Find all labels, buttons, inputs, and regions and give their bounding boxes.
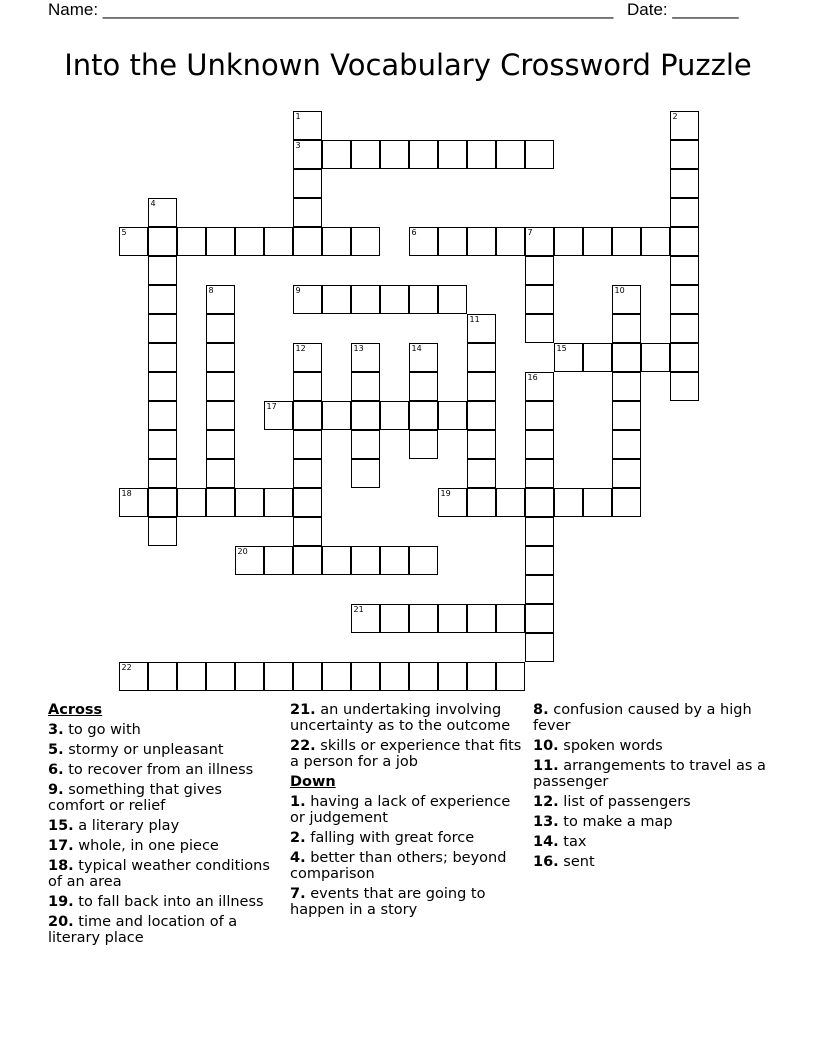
crossword-cell[interactable] [206, 372, 235, 401]
crossword-cell[interactable] [177, 227, 206, 256]
crossword-cell[interactable] [612, 430, 641, 459]
crossword-cell[interactable] [438, 227, 467, 256]
crossword-cell[interactable] [293, 401, 322, 430]
crossword-cell[interactable] [380, 140, 409, 169]
clues-column-1 [48, 702, 280, 950]
clue-across-22: 22. skills or experience that fits a person for a job [290, 738, 522, 770]
crossword-cell[interactable] [409, 372, 438, 401]
crossword-cell[interactable] [409, 285, 438, 314]
clue-across-20: 20. time and location of a literary place [48, 914, 238, 946]
crossword-cell[interactable] [409, 662, 438, 691]
crossword-cell[interactable] [148, 662, 177, 691]
clue-number: 1 [295, 111, 301, 121]
clue-number: 3 [295, 140, 301, 150]
crossword-cell[interactable] [293, 111, 322, 140]
crossword-cell[interactable] [235, 662, 264, 691]
clue-down-12: 12. list of passengers [533, 794, 691, 810]
clue-down-7: 7. events that are going to happen in a story [290, 886, 486, 918]
clue-across-6: 6. to recover from an illness [48, 762, 254, 778]
crossword-cell[interactable] [206, 459, 235, 488]
crossword-cell[interactable] [293, 372, 322, 401]
clue-number: 10 [614, 285, 625, 295]
crossword-cell[interactable] [293, 198, 322, 227]
crossword-cell[interactable] [206, 401, 235, 430]
crossword-cell[interactable] [293, 430, 322, 459]
clue-across-18: 18. typical weather conditions of an area [48, 858, 270, 890]
clue-number: 20 [237, 546, 248, 556]
clue-number: 12 [295, 343, 306, 353]
crossword-cell[interactable] [641, 227, 670, 256]
crossword-cell[interactable] [293, 459, 322, 488]
clue-number: 16 [527, 372, 538, 382]
crossword-cell[interactable] [351, 227, 380, 256]
crossword-cell[interactable] [235, 488, 264, 517]
clue-across-9: 9. something that gives comfort or relief [48, 782, 222, 814]
crossword-cell[interactable] [293, 343, 322, 372]
crossword-cell[interactable] [148, 430, 177, 459]
clue-across-5: 5. stormy or unpleasant [48, 742, 224, 758]
crossword-cell[interactable] [670, 111, 699, 140]
crossword-cell[interactable] [670, 372, 699, 401]
crossword-cell[interactable] [148, 401, 177, 430]
crossword-cell[interactable] [148, 314, 177, 343]
crossword-cell[interactable] [612, 314, 641, 343]
crossword-cell[interactable] [351, 546, 380, 575]
clue-number: 5 [121, 227, 127, 237]
crossword-cell[interactable] [612, 488, 641, 517]
clue-across-15: 15. a literary play [48, 818, 180, 834]
crossword-cell[interactable] [583, 343, 612, 372]
crossword-cell[interactable] [293, 517, 322, 546]
crossword-cell[interactable] [148, 459, 177, 488]
crossword-cell[interactable] [119, 662, 148, 691]
crossword-cell[interactable] [351, 604, 380, 633]
page-title: Into the Unknown Vocabulary Crossword Puzzle [64, 48, 752, 82]
crossword-cell[interactable] [351, 285, 380, 314]
crossword-cell[interactable] [351, 372, 380, 401]
clue-number: 13 [353, 343, 364, 353]
crossword-cell[interactable] [380, 604, 409, 633]
crossword-cell[interactable] [467, 140, 496, 169]
crossword-cell[interactable] [177, 488, 206, 517]
crossword-cell[interactable] [351, 140, 380, 169]
crossword-cell[interactable] [554, 227, 583, 256]
crossword-cell[interactable] [148, 227, 177, 256]
crossword-cell[interactable] [467, 401, 496, 430]
crossword-cell[interactable] [409, 343, 438, 372]
crossword-cell[interactable] [409, 430, 438, 459]
crossword-cell[interactable] [525, 372, 554, 401]
clue-across-17: 17. whole, in one piece [48, 838, 219, 854]
clue-number: 21 [353, 604, 364, 614]
crossword-cell[interactable] [148, 517, 177, 546]
crossword-cell[interactable] [351, 459, 380, 488]
crossword-cell[interactable] [351, 343, 380, 372]
crossword-cell[interactable] [351, 430, 380, 459]
crossword-cell[interactable] [467, 662, 496, 691]
crossword-cell[interactable] [670, 227, 699, 256]
crossword-cell[interactable] [496, 140, 525, 169]
crossword-cell[interactable] [409, 401, 438, 430]
clue-number: 22 [121, 662, 132, 672]
crossword-cell[interactable] [264, 488, 293, 517]
clue-number: 14 [411, 343, 422, 353]
name-line[interactable]: Name: ______________________________________________________ [48, 0, 614, 19]
crossword-cell[interactable] [670, 256, 699, 285]
crossword-cell[interactable] [380, 401, 409, 430]
crossword-cell[interactable] [612, 227, 641, 256]
crossword-cell[interactable] [322, 140, 351, 169]
crossword-cell[interactable] [264, 546, 293, 575]
down-heading: Down [290, 774, 336, 790]
clue-number: 15 [556, 343, 567, 353]
crossword-cell[interactable] [612, 401, 641, 430]
clue-number: 9 [295, 285, 301, 295]
crossword-cell[interactable] [206, 285, 235, 314]
crossword-cell[interactable] [322, 401, 351, 430]
clue-across-19: 19. to fall back into an illness [48, 894, 264, 910]
crossword-cell[interactable] [525, 517, 554, 546]
clue-number: 6 [411, 227, 417, 237]
clues-column-3 [533, 702, 773, 874]
crossword-cell[interactable] [525, 575, 554, 604]
crossword-cell[interactable] [554, 343, 583, 372]
clue-number: 17 [266, 401, 277, 411]
crossword-cell[interactable] [293, 488, 322, 517]
crossword-cell[interactable] [525, 546, 554, 575]
crossword-cell[interactable] [322, 546, 351, 575]
crossword-cell[interactable] [496, 227, 525, 256]
crossword-cell[interactable] [293, 227, 322, 256]
clue-number: 7 [527, 227, 533, 237]
crossword-cell[interactable] [670, 285, 699, 314]
crossword-cell[interactable] [264, 227, 293, 256]
crossword-cell[interactable] [583, 227, 612, 256]
crossword-cell[interactable] [496, 604, 525, 633]
clue-number: 11 [469, 314, 480, 324]
crossword-cell[interactable] [612, 459, 641, 488]
clue-down-1: 1. having a lack of experience or judgement [290, 794, 511, 826]
crossword-cell[interactable] [554, 488, 583, 517]
crossword-cell[interactable] [148, 372, 177, 401]
clues-column-2 [290, 702, 522, 922]
clue-down-10: 10. spoken words [533, 738, 663, 754]
crossword-cell[interactable] [612, 285, 641, 314]
crossword-cell[interactable] [525, 633, 554, 662]
clue-down-16: 16. sent [533, 854, 595, 870]
crossword-cell[interactable] [322, 285, 351, 314]
crossword-cell[interactable] [525, 459, 554, 488]
crossword-cell[interactable] [206, 662, 235, 691]
crossword-cell[interactable] [525, 314, 554, 343]
crossword-cell[interactable] [293, 285, 322, 314]
crossword-cell[interactable] [351, 662, 380, 691]
crossword-cell[interactable] [206, 227, 235, 256]
crossword-cell[interactable] [409, 227, 438, 256]
crossword-cell[interactable] [148, 488, 177, 517]
crossword-cell[interactable] [612, 372, 641, 401]
crossword-cell[interactable] [409, 546, 438, 575]
crossword-cell[interactable] [670, 343, 699, 372]
crossword-cell[interactable] [380, 285, 409, 314]
clue-number: 18 [121, 488, 132, 498]
crossword-cell[interactable] [438, 662, 467, 691]
crossword-cell[interactable] [467, 314, 496, 343]
crossword-cell[interactable] [496, 488, 525, 517]
crossword-cell[interactable] [380, 546, 409, 575]
crossword-cell[interactable] [525, 604, 554, 633]
clue-down-11: 11. arrangements to travel as a passenger [533, 758, 766, 790]
crossword-cell[interactable] [525, 227, 554, 256]
crossword-cell[interactable] [148, 343, 177, 372]
crossword-cell[interactable] [467, 343, 496, 372]
crossword-cell[interactable] [409, 604, 438, 633]
crossword-cell[interactable] [525, 256, 554, 285]
crossword-cell[interactable] [322, 662, 351, 691]
crossword-cell[interactable] [670, 140, 699, 169]
crossword-cell[interactable] [293, 169, 322, 198]
clue-down-14: 14. tax [533, 834, 587, 850]
crossword-cell[interactable] [235, 227, 264, 256]
crossword-cell[interactable] [119, 227, 148, 256]
crossword-cell[interactable] [206, 488, 235, 517]
crossword-cell[interactable] [235, 546, 264, 575]
clue-across-3: 3. to go with [48, 722, 141, 738]
crossword-cell[interactable] [119, 488, 148, 517]
date-line[interactable]: Date: _______ [627, 0, 739, 19]
crossword-cell[interactable] [206, 430, 235, 459]
clue-number: 2 [672, 111, 678, 121]
crossword-cell[interactable] [467, 227, 496, 256]
crossword-cell[interactable] [612, 343, 641, 372]
crossword-cell[interactable] [264, 401, 293, 430]
clue-number: 4 [150, 198, 156, 208]
crossword-cell[interactable] [148, 198, 177, 227]
crossword-cell[interactable] [438, 488, 467, 517]
crossword-cell[interactable] [525, 285, 554, 314]
crossword-cell[interactable] [148, 285, 177, 314]
crossword-cell[interactable] [641, 343, 670, 372]
crossword-cell[interactable] [322, 227, 351, 256]
crossword-cell[interactable] [583, 488, 612, 517]
clue-across-21: 21. an undertaking involving uncertainty as to the outcome [290, 702, 511, 734]
crossword-cell[interactable] [525, 401, 554, 430]
crossword-cell[interactable] [525, 430, 554, 459]
crossword-cell[interactable] [438, 285, 467, 314]
crossword-cell[interactable] [525, 488, 554, 517]
clue-number: 8 [208, 285, 214, 295]
crossword-cell[interactable] [438, 140, 467, 169]
crossword-cell[interactable] [293, 140, 322, 169]
crossword-cell[interactable] [293, 662, 322, 691]
crossword-cell[interactable] [496, 662, 525, 691]
crossword-cell[interactable] [467, 430, 496, 459]
clue-number: 19 [440, 488, 451, 498]
clue-down-4: 4. better than others; beyond comparison [290, 850, 507, 882]
crossword-cell[interactable] [467, 459, 496, 488]
crossword-cell[interactable] [467, 604, 496, 633]
crossword-cell[interactable] [525, 140, 554, 169]
crossword-cell[interactable] [409, 140, 438, 169]
crossword-cell[interactable] [467, 372, 496, 401]
crossword-cell[interactable] [293, 546, 322, 575]
crossword-cell[interactable] [670, 314, 699, 343]
clue-down-2: 2. falling with great force [290, 830, 475, 846]
crossword-cell[interactable] [670, 169, 699, 198]
clue-down-8: 8. confusion caused by a high fever [533, 702, 752, 734]
crossword-cell[interactable] [148, 256, 177, 285]
crossword-cell[interactable] [177, 662, 206, 691]
crossword-cell[interactable] [206, 314, 235, 343]
crossword-cell[interactable] [670, 198, 699, 227]
crossword-cell[interactable] [380, 662, 409, 691]
crossword-cell[interactable] [438, 401, 467, 430]
clue-down-13: 13. to make a map [533, 814, 673, 830]
crossword-cell[interactable] [467, 488, 496, 517]
across-heading: Across [48, 702, 103, 718]
crossword-cell[interactable] [351, 401, 380, 430]
crossword-cell[interactable] [206, 343, 235, 372]
crossword-cell[interactable] [438, 604, 467, 633]
crossword-cell[interactable] [264, 662, 293, 691]
